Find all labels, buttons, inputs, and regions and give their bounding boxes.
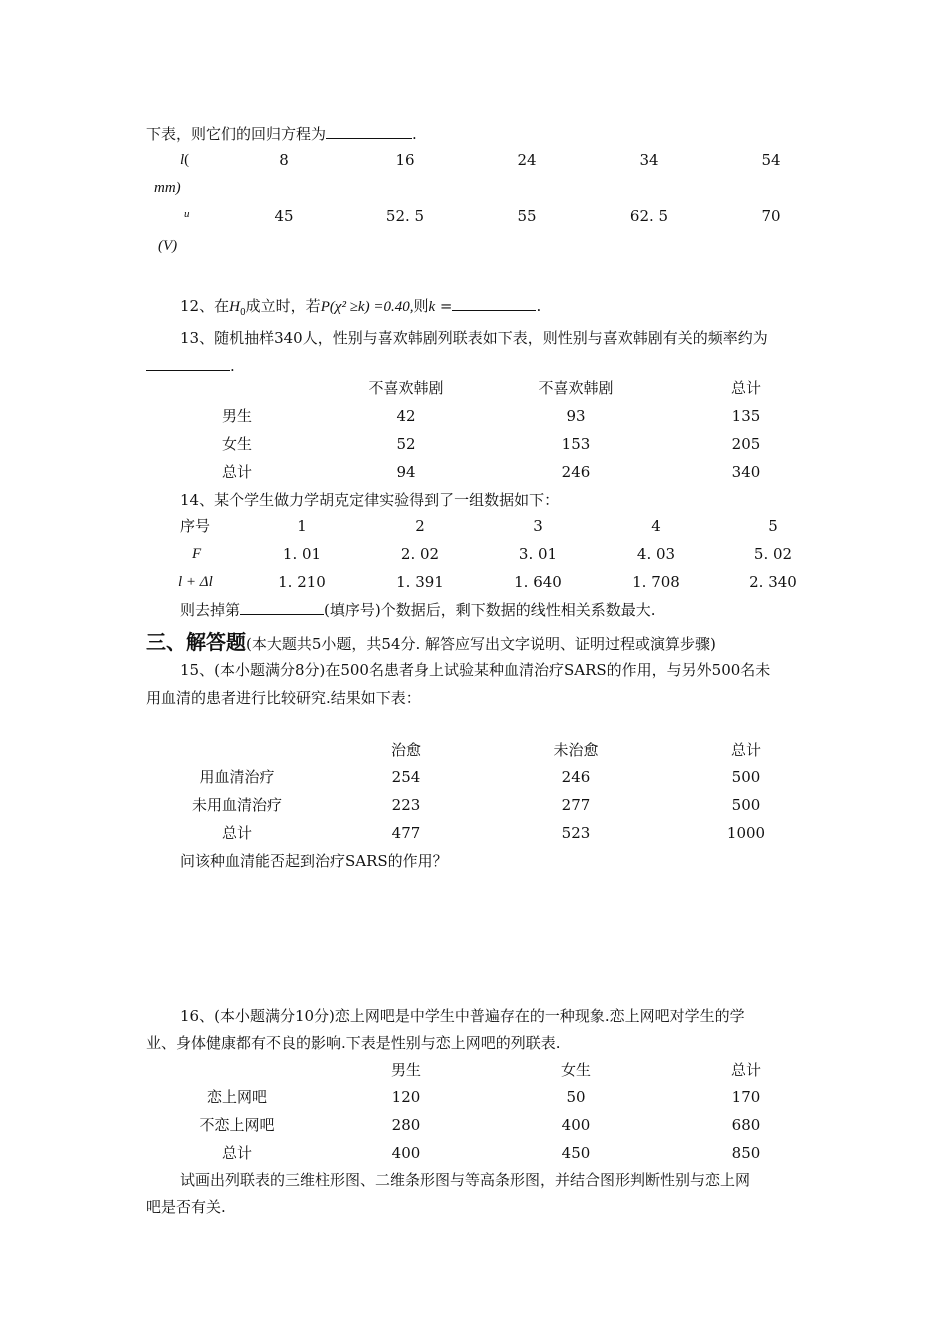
q11-r2-c4: 62. 5 — [629, 207, 669, 225]
q14-cell: 2. 02 — [400, 545, 440, 563]
q13-text: 13、随机抽样340人，性别与喜欢韩剧列联表如下表，则性别与喜欢韩剧有关的频率约为 — [180, 329, 768, 347]
q15-cell: 1000 — [726, 824, 766, 842]
q16-cell: 170 — [731, 1088, 761, 1106]
section-heading: 三、解答题(本大题共5小题，共54分. 解答应写出文字说明、证明过程或演算步骤) — [146, 630, 716, 654]
q15-header: 总计 — [730, 741, 761, 759]
q16-header: 女生 — [560, 1061, 591, 1079]
q13-cell: 340 — [731, 463, 761, 481]
q16-header: 男生 — [390, 1061, 421, 1079]
q16-row-label: 总计 — [221, 1144, 252, 1162]
q15-cell: 500 — [731, 768, 761, 786]
answer-blank — [146, 356, 230, 371]
q11-row1-label: l( — [180, 152, 190, 168]
q16-cell: 850 — [731, 1144, 761, 1162]
q14-cell: 5. 02 — [753, 545, 793, 563]
q16-line1: 16、(本小题满分10分)恋上网吧是中学生中普遍存在的一种现象.恋上网吧对学生的学 — [180, 1007, 745, 1025]
q13-header-2: 不喜欢韩剧 — [538, 379, 614, 397]
q13-header-1: 不喜欢韩剧 — [368, 379, 444, 397]
q15-line2: 用血清的患者进行比较研究.结果如下表： — [146, 689, 421, 707]
q14-row-label-f: F — [192, 546, 202, 562]
q13-cell: 94 — [396, 463, 416, 481]
q14-after-line: 则去掉第 (填序号)个数据后，剩下数据的线性相关系数最大. — [180, 601, 656, 619]
q14-cell: 4 — [651, 517, 661, 535]
q11-line: 下表，则它们的回归方程为 . — [146, 125, 417, 143]
q15-line1: 15、(本小题满分8分)在500名患者身上试验某种血清治疗SARS的作用，与另外500名未 — [180, 661, 771, 679]
q14-cell: 2 — [415, 517, 425, 535]
q14-cell: 3. 01 — [518, 545, 558, 563]
q14-cell: 1. 640 — [514, 573, 562, 591]
q15-header: 未治愈 — [553, 741, 599, 759]
q14-cell: 1. 210 — [278, 573, 326, 591]
q13-row-label: 女生 — [221, 435, 252, 453]
q11-row1-unit: mm) — [154, 180, 181, 196]
q11-r2-c5: 70 — [761, 207, 781, 225]
q15-cell: 277 — [561, 796, 591, 814]
q15-cell: 477 — [391, 824, 421, 842]
q14-cell: 5 — [768, 517, 778, 535]
q11-row2-unit: (V) — [158, 238, 178, 254]
q14-cell: 4. 03 — [636, 545, 676, 563]
answer-blank — [452, 296, 536, 311]
q16-cell: 450 — [561, 1144, 591, 1162]
q15-header: 治愈 — [390, 741, 421, 759]
q13-header-3: 总计 — [730, 379, 761, 397]
q16-cell: 280 — [391, 1116, 421, 1134]
q15-row-label: 总计 — [221, 824, 252, 842]
q11-r2-c2: 52. 5 — [385, 207, 425, 225]
q15-question: 问该种血清能否起到治疗SARS的作用？ — [180, 852, 448, 870]
q13-cell: 93 — [566, 407, 586, 425]
q11-r2-c3: 55 — [517, 207, 537, 225]
q16-cell: 400 — [391, 1144, 421, 1162]
q15-row-label: 用血清治疗 — [199, 768, 275, 786]
q14-cell: 1 — [297, 517, 307, 535]
q13-cell: 153 — [561, 435, 591, 453]
q14-row-label-index: 序号 — [180, 517, 211, 535]
chi-square-formula: P(χ² ≥k) =0.40, — [320, 299, 414, 315]
q16-cell: 120 — [391, 1088, 421, 1106]
q16-line2: 业、身体健康都有不良的影响.下表是性别与恋上网吧的列联表. — [146, 1034, 561, 1052]
q15-cell: 246 — [561, 768, 591, 786]
q13-cell: 135 — [731, 407, 761, 425]
q11-r1-c5: 54 — [761, 151, 781, 169]
q13-row-label: 总计 — [221, 463, 252, 481]
q13-cell: 42 — [396, 407, 416, 425]
q14-cell: 1. 01 — [282, 545, 322, 563]
q15-cell: 500 — [731, 796, 761, 814]
q16-header: 总计 — [730, 1061, 761, 1079]
q14-cell: 1. 391 — [396, 573, 444, 591]
q16-task2: 吧是否有关. — [146, 1198, 226, 1216]
q14-row-label-l: l + Δl — [178, 574, 213, 590]
q15-cell: 523 — [561, 824, 591, 842]
q14-text: 14、某个学生做力学胡克定律实验得到了一组数据如下： — [180, 491, 560, 509]
q13-blank-line: . — [146, 356, 235, 376]
q12-line: 12、在$H_0$成立时，若P(χ² ≥k) =0.40,则k = . — [180, 297, 542, 318]
q16-row-label: 恋上网吧 — [206, 1088, 267, 1106]
q16-cell: 400 — [561, 1116, 591, 1134]
answer-blank — [326, 124, 412, 139]
q11-r2-c1: 45 — [274, 207, 294, 225]
q11-r1-c2: 16 — [395, 151, 415, 169]
q14-cell: 1. 708 — [632, 573, 680, 591]
q13-cell: 52 — [396, 435, 416, 453]
q15-cell: 254 — [391, 768, 421, 786]
q11-row2-label: u — [184, 208, 190, 220]
q11-r1-c3: 24 — [517, 151, 537, 169]
answer-blank — [240, 600, 324, 615]
q16-cell: 680 — [731, 1116, 761, 1134]
q16-row-label: 不恋上网吧 — [199, 1116, 275, 1134]
q14-cell: 2. 340 — [749, 573, 797, 591]
q13-cell: 205 — [731, 435, 761, 453]
q16-cell: 50 — [566, 1088, 586, 1106]
q11-r1-c1: 8 — [279, 151, 289, 169]
q11-r1-c4: 34 — [639, 151, 659, 169]
q16-task1: 试画出列联表的三维柱形图、二维条形图与等高条形图，并结合图形判断性别与恋上网 — [180, 1171, 751, 1189]
q15-cell: 223 — [391, 796, 421, 814]
q13-row-label: 男生 — [221, 407, 252, 425]
q15-row-label: 未用血清治疗 — [191, 796, 282, 814]
q13-cell: 246 — [561, 463, 591, 481]
q14-cell: 3 — [533, 517, 543, 535]
